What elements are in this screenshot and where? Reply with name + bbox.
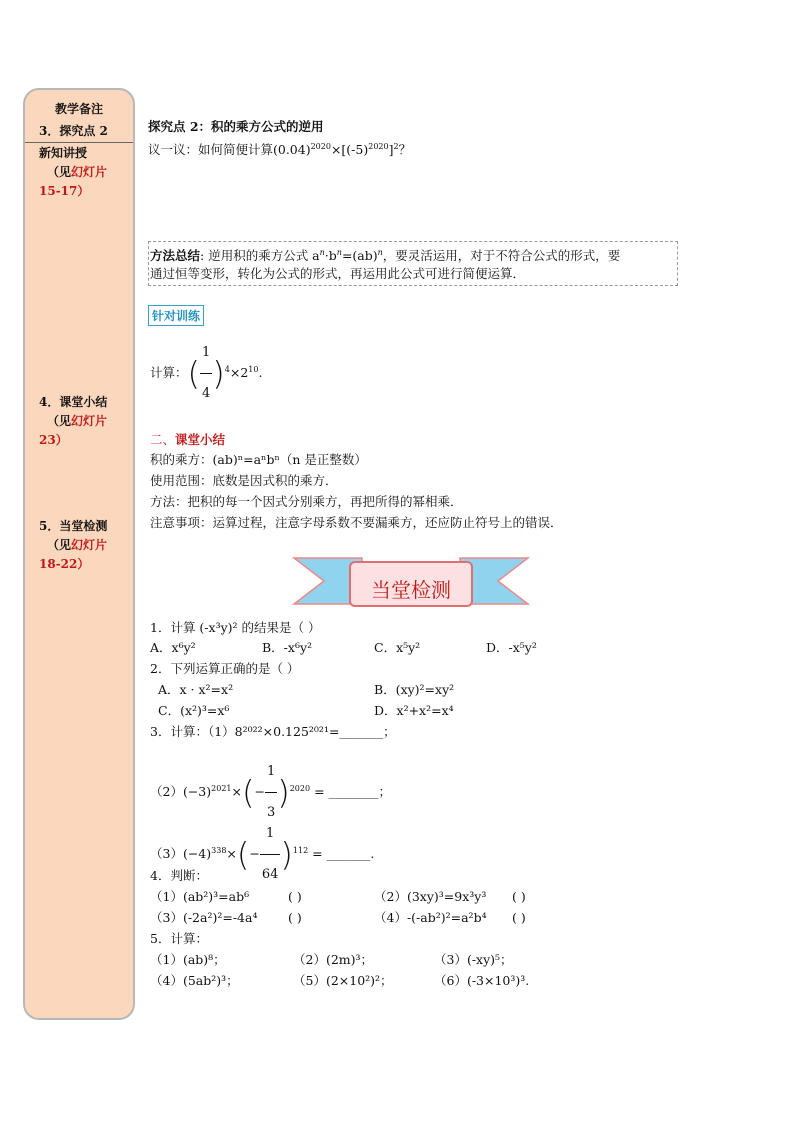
question-2: 2．下列运算正确的是（ ） <box>150 661 300 676</box>
question-4: 4．判断： <box>150 868 208 883</box>
sidebar-note-5-slides: 18-22） <box>39 557 90 571</box>
q4-blank-3: ( ) <box>288 910 302 925</box>
q5-item-3: （3）(-xy)⁵； <box>434 952 513 967</box>
question-5: 5．计算： <box>150 931 208 946</box>
banner-title: 当堂检测 <box>371 578 451 602</box>
q2-option-d: D．x²+x²=x⁴ <box>374 703 454 718</box>
q1-option-d: D．-x⁵y² <box>486 640 537 655</box>
q4-blank-2: ( ) <box>512 889 526 904</box>
q4-item-1: （1）(ab²)³=ab⁶ <box>150 889 250 904</box>
q5-item-4: （4）(5ab²)³； <box>150 973 239 988</box>
q1-option-b: B．-x⁶y² <box>262 640 313 655</box>
method-summary-line2: 通过恒等变形，转化为公式的形式，再运用此公式可进行简便运算． <box>150 266 526 281</box>
q1-option-a: A．x⁶y² <box>150 640 196 655</box>
summary-line-2: 使用范围：底数是因式积的乘方． <box>150 473 338 488</box>
sidebar-note-5-ref: （见幻灯片 <box>47 538 108 552</box>
q4-blank-4: ( ) <box>512 910 526 925</box>
question-3-part-2: $(2)(-3)^{2021}\times(-$ $\frac{1}{3}$ )$^{2020}$ = ________； <box>150 752 391 833</box>
sidebar-note-3-ref: （见幻灯片 <box>47 165 108 179</box>
sidebar-note-3-heading: 3．探究点 2 <box>39 124 108 138</box>
sidebar-note-3-sub: 新知讲授 <box>39 146 88 160</box>
q5-item-2: （2）(2m)³； <box>293 952 374 967</box>
summary-line-4: 注意事项：运算过程，注意字母系数不要漏乘方，还应防止符号上的错误． <box>150 515 563 530</box>
sidebar-note-5-heading: 5．当堂检测 <box>39 519 108 533</box>
question-1: 1．计算 (-x³y)² 的结果是（ ） <box>150 620 321 635</box>
teaching-notes-sidebar <box>23 88 135 1020</box>
sidebar-note-5 <box>39 517 107 574</box>
sidebar-note-4-heading: 4．课堂小结 <box>39 395 108 409</box>
summary-title: 二、课堂小结 <box>150 432 226 447</box>
q5-item-5: （5）(2×10²)²； <box>293 973 393 988</box>
q4-blank-1: ( ) <box>288 889 302 904</box>
question-3: 3．计算：（1）8²⁰²²×0.125²⁰²¹=_______； <box>150 724 396 739</box>
discussion-question: 议一议：如何简便计算$(0.04)^{2020}\times[(-5)^{2020}]^2$？ <box>148 142 412 157</box>
summary-line-1: 积的乘方：(ab)ⁿ=aⁿbⁿ（n 是正整数） <box>150 452 367 467</box>
q5-item-1: （1）(ab)⁸； <box>150 952 226 967</box>
q4-item-2: （2）(3xy)³=9x³y³ <box>374 889 487 904</box>
section-heading: 探究点 2：积的乘方公式的逆用 <box>148 119 324 134</box>
q4-item-4: （4）-(-ab²)²=a²b⁴ <box>374 910 487 925</box>
sidebar-note-4 <box>39 393 107 450</box>
q1-option-c: C．x⁵y² <box>374 640 421 655</box>
q2-option-a: A．x · x²=x² <box>158 682 234 697</box>
summary-line-3: 方法：把积的每一个因式分别乘方，再把所得的幂相乘． <box>150 494 463 509</box>
sidebar-note-4-ref: （见幻灯片 <box>47 414 108 428</box>
q2-option-b: B．(xy)²=xy² <box>374 682 455 697</box>
training-label: 针对训练 <box>148 305 204 326</box>
sidebar-note-3-body <box>39 144 107 201</box>
sidebar-note-3-slides: 15-17） <box>39 184 90 198</box>
training-problem: 计算：( $\frac{1}{4}$ )$^4\times 2^{10}$. <box>150 333 262 414</box>
sidebar-note-3 <box>39 122 108 141</box>
method-summary-line1: 方法总结: 逆用积的乘方公式 $a^n\cdot b^n=(ab)^n$，要灵活运用，对于不符合公式的形式，要 <box>150 248 621 263</box>
question-3-part-3: $(3)(-4)^{338}\times(-$ $\frac{1}{64}$ )$^{112}$ = _______. <box>150 814 374 895</box>
q5-item-6: （6）(-3×10³)³. <box>434 973 530 988</box>
sidebar-note-4-slides: 23） <box>39 433 68 447</box>
sidebar-divider <box>25 142 133 143</box>
q2-option-c: C．(x²)³=x⁶ <box>158 703 230 718</box>
q4-item-3: （3）(-2a²)²=-4a⁴ <box>150 910 258 925</box>
sidebar-title: 教学备注 <box>54 102 103 116</box>
